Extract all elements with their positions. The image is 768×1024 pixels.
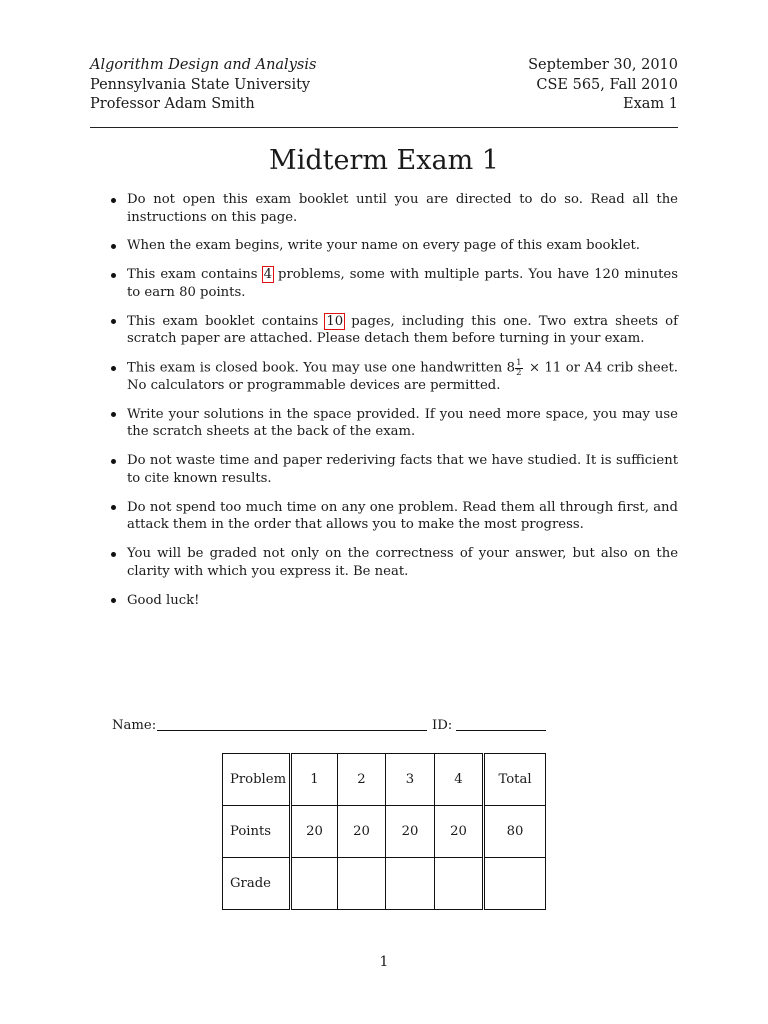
bullet-icon bbox=[111, 319, 116, 324]
grade-cell[interactable] bbox=[386, 858, 435, 910]
fraction: $\frac{1}{2}$ bbox=[516, 358, 522, 378]
bullet-icon bbox=[111, 198, 116, 203]
course-code: CSE 565, Fall 2010 bbox=[536, 76, 678, 93]
instruction-item: Do not open this exam booklet until you are directed to do so. Read all the instructions on this page. bbox=[108, 191, 678, 226]
problem-total-label: Total bbox=[484, 754, 546, 806]
grade-cell[interactable] bbox=[338, 858, 386, 910]
points-cell: 20 bbox=[435, 806, 484, 858]
id-label: ID: bbox=[432, 718, 453, 733]
table-row bbox=[223, 754, 546, 806]
exam-label: Exam 1 bbox=[623, 96, 678, 112]
name-field[interactable] bbox=[157, 730, 427, 731]
problem-number: 2 bbox=[338, 754, 386, 806]
name-label: Name: bbox=[112, 718, 157, 733]
points-cell: 20 bbox=[386, 806, 435, 858]
row-label-problem: Problem bbox=[223, 754, 291, 806]
instruction-item: This exam booklet contains 10 pages, including this one. Two extra sheets of scratch paper are attached. Please detach them before turning in your exam. bbox=[108, 313, 678, 348]
problem-number: 4 bbox=[435, 754, 484, 806]
points-cell: 20 bbox=[338, 806, 386, 858]
grade-cell[interactable] bbox=[435, 858, 484, 910]
course-title: Algorithm Design and Analysis bbox=[90, 57, 317, 73]
bullet-icon bbox=[111, 244, 116, 249]
bullet-icon bbox=[111, 273, 116, 278]
bullet-icon bbox=[111, 366, 116, 371]
row-label-points: Points bbox=[223, 806, 291, 858]
problem-count-link[interactable]: 4 bbox=[263, 267, 272, 283]
table-row bbox=[223, 858, 546, 910]
id-field[interactable] bbox=[456, 730, 546, 731]
bullet-icon bbox=[111, 552, 116, 557]
grade-total-cell[interactable] bbox=[484, 858, 546, 910]
page-count-link[interactable]: 10 bbox=[326, 313, 344, 329]
page-number: 1 bbox=[379, 954, 389, 970]
bullet-icon bbox=[111, 598, 116, 603]
problem-number: 1 bbox=[291, 754, 338, 806]
grade-cell[interactable] bbox=[291, 858, 338, 910]
instruction-item: When the exam begins, write your name on every page of this exam booklet. bbox=[108, 237, 678, 255]
exam-info bbox=[528, 56, 678, 115]
instruction-item: This exam is closed book. You may use one handwritten 8 $\frac{1}{2}$ × 11 or A4 crib sheet. No calculators or programmable devices are permitted. bbox=[108, 359, 678, 395]
instruction-item: Do not waste time and paper rederiving facts that we have studied. It is sufficient to cite known results. bbox=[108, 452, 678, 487]
course-info bbox=[90, 56, 316, 115]
exam-date: September 30, 2010 bbox=[528, 57, 678, 73]
points-total: 80 bbox=[484, 806, 546, 858]
professor: Professor Adam Smith bbox=[90, 96, 255, 112]
university: Pennsylvania State University bbox=[90, 76, 311, 93]
instruction-item: You will be graded not only on the correctness of your answer, but also on the clarity with which you express it. Be neat. bbox=[108, 545, 678, 580]
instruction-item: This exam contains 4 problems, some with multiple parts. You have 120 minutes to earn 80 points. bbox=[108, 266, 678, 301]
table-row bbox=[223, 806, 546, 858]
page-title: Midterm Exam 1 bbox=[269, 145, 499, 176]
bullet-icon bbox=[111, 412, 116, 417]
instruction-item: Do not spend too much time on any one problem. Read them all through first, and attack them in the order that allows you to make the most progress. bbox=[108, 499, 678, 534]
instruction-item: Good luck! bbox=[108, 592, 678, 610]
grade-table bbox=[222, 753, 546, 910]
instruction-item: Write your solutions in the space provided. If you need more space, you may use the scratch sheets at the back of the exam. bbox=[108, 406, 678, 441]
header-rule bbox=[90, 127, 678, 128]
bullet-icon bbox=[111, 505, 116, 510]
points-cell: 20 bbox=[291, 806, 338, 858]
instructions-list bbox=[108, 191, 678, 620]
problem-number: 3 bbox=[386, 754, 435, 806]
bullet-icon bbox=[111, 459, 116, 464]
row-label-grade: Grade bbox=[223, 858, 291, 910]
